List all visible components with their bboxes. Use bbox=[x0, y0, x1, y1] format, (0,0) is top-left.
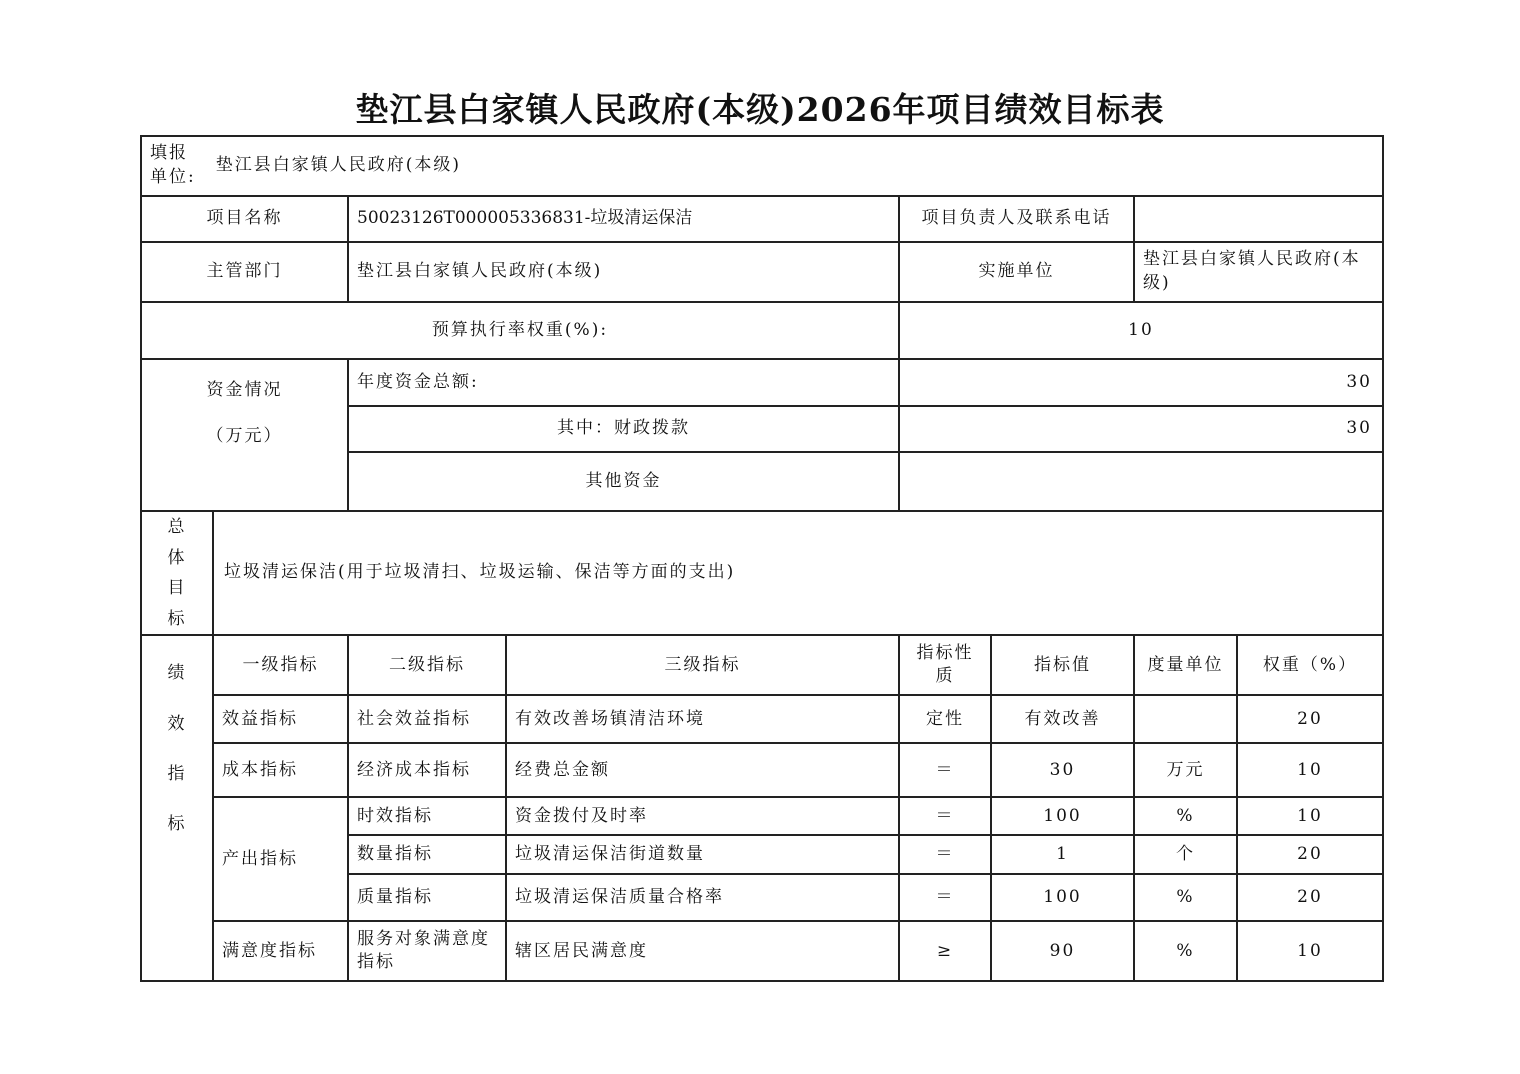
table-row bbox=[141, 743, 1383, 797]
nature: 定性 bbox=[899, 695, 991, 743]
impl-label: 实施单位 bbox=[899, 242, 1134, 302]
header-level2: 二级指标 bbox=[348, 635, 506, 695]
level2: 数量指标 bbox=[348, 835, 506, 874]
level3: 垃圾清运保洁质量合格率 bbox=[506, 874, 899, 921]
unit: % bbox=[1134, 797, 1237, 835]
value: 有效改善 bbox=[991, 695, 1134, 743]
funds-other-value bbox=[899, 452, 1383, 511]
filler-unit-cell bbox=[141, 136, 1383, 196]
level3: 垃圾清运保洁街道数量 bbox=[506, 835, 899, 874]
page-title: 垫江县白家镇人民政府(本级)2026年项目绩效目标表 bbox=[355, 90, 1165, 129]
dept-label: 主管部门 bbox=[141, 242, 348, 302]
level2: 经济成本指标 bbox=[348, 743, 506, 797]
overall-goal-text: 垃圾清运保洁(用于垃圾清扫、垃圾运输、保洁等方面的支出) bbox=[213, 511, 1383, 635]
funds-label: 资金情况 （万元） bbox=[141, 359, 348, 511]
impl-value: 垫江县白家镇人民政府(本级) bbox=[1134, 242, 1383, 302]
value: 1 bbox=[991, 835, 1134, 874]
unit bbox=[1134, 695, 1237, 743]
level1: 效益指标 bbox=[213, 695, 348, 743]
level2: 质量指标 bbox=[348, 874, 506, 921]
value: 100 bbox=[991, 797, 1134, 835]
dept-value: 垫江县白家镇人民政府(本级) bbox=[348, 242, 899, 302]
weight: 20 bbox=[1237, 835, 1383, 874]
unit: 个 bbox=[1134, 835, 1237, 874]
project-name-label: 项目名称 bbox=[141, 196, 348, 242]
level2: 服务对象满意度指标 bbox=[348, 921, 506, 981]
funds-total-label: 年度资金总额: bbox=[348, 359, 899, 406]
nature: ＝ bbox=[899, 835, 991, 874]
performance-target-table bbox=[140, 135, 1384, 982]
value: 100 bbox=[991, 874, 1134, 921]
value: 30 bbox=[991, 743, 1134, 797]
header-level3: 三级指标 bbox=[506, 635, 899, 695]
value: 90 bbox=[991, 921, 1134, 981]
filler-unit-label: 填报 单位: bbox=[150, 143, 196, 187]
level3: 经费总金额 bbox=[506, 743, 899, 797]
contact-label: 项目负责人及联系电话 bbox=[899, 196, 1134, 242]
nature: ＝ bbox=[899, 874, 991, 921]
weight: 10 bbox=[1237, 921, 1383, 981]
filler-unit-value: 垫江县白家镇人民政府(本级) bbox=[215, 155, 461, 176]
level3: 有效改善场镇清洁环境 bbox=[506, 695, 899, 743]
table-row bbox=[141, 921, 1383, 981]
header-nature: 指标性质 bbox=[899, 635, 991, 695]
weight: 10 bbox=[1237, 743, 1383, 797]
header-weight: 权重（%） bbox=[1237, 635, 1383, 695]
weight: 20 bbox=[1237, 695, 1383, 743]
level1: 产出指标 bbox=[213, 797, 348, 921]
level2: 社会效益指标 bbox=[348, 695, 506, 743]
unit: % bbox=[1134, 874, 1237, 921]
unit: % bbox=[1134, 921, 1237, 981]
level1: 成本指标 bbox=[213, 743, 348, 797]
budget-rate-label: 预算执行率权重(%): bbox=[141, 302, 899, 359]
funds-fiscal-label: 其中：财政拨款 bbox=[348, 406, 899, 452]
funds-fiscal-value: 30 bbox=[899, 406, 1383, 452]
level3: 资金拨付及时率 bbox=[506, 797, 899, 835]
indicators-label: 绩 效 指 标 bbox=[141, 635, 213, 981]
weight: 20 bbox=[1237, 874, 1383, 921]
unit: 万元 bbox=[1134, 743, 1237, 797]
funds-other-label: 其他资金 bbox=[348, 452, 899, 511]
contact-value bbox=[1134, 196, 1383, 242]
header-level1: 一级指标 bbox=[213, 635, 348, 695]
overall-goal-label: 总 体 目 标 bbox=[141, 511, 213, 635]
header-unit: 度量单位 bbox=[1134, 635, 1237, 695]
nature: ＝ bbox=[899, 797, 991, 835]
budget-rate-value: 10 bbox=[899, 302, 1383, 359]
funds-total-value: 30 bbox=[899, 359, 1383, 406]
header-value: 指标值 bbox=[991, 635, 1134, 695]
weight: 10 bbox=[1237, 797, 1383, 835]
project-name-value: 50023126T000005336831-垃圾清运保洁 bbox=[348, 196, 899, 242]
table-row bbox=[141, 695, 1383, 743]
nature: ≥ bbox=[899, 921, 991, 981]
nature: ＝ bbox=[899, 743, 991, 797]
level2: 时效指标 bbox=[348, 797, 506, 835]
level3: 辖区居民满意度 bbox=[506, 921, 899, 981]
table-row bbox=[141, 797, 1383, 835]
level1: 满意度指标 bbox=[213, 921, 348, 981]
